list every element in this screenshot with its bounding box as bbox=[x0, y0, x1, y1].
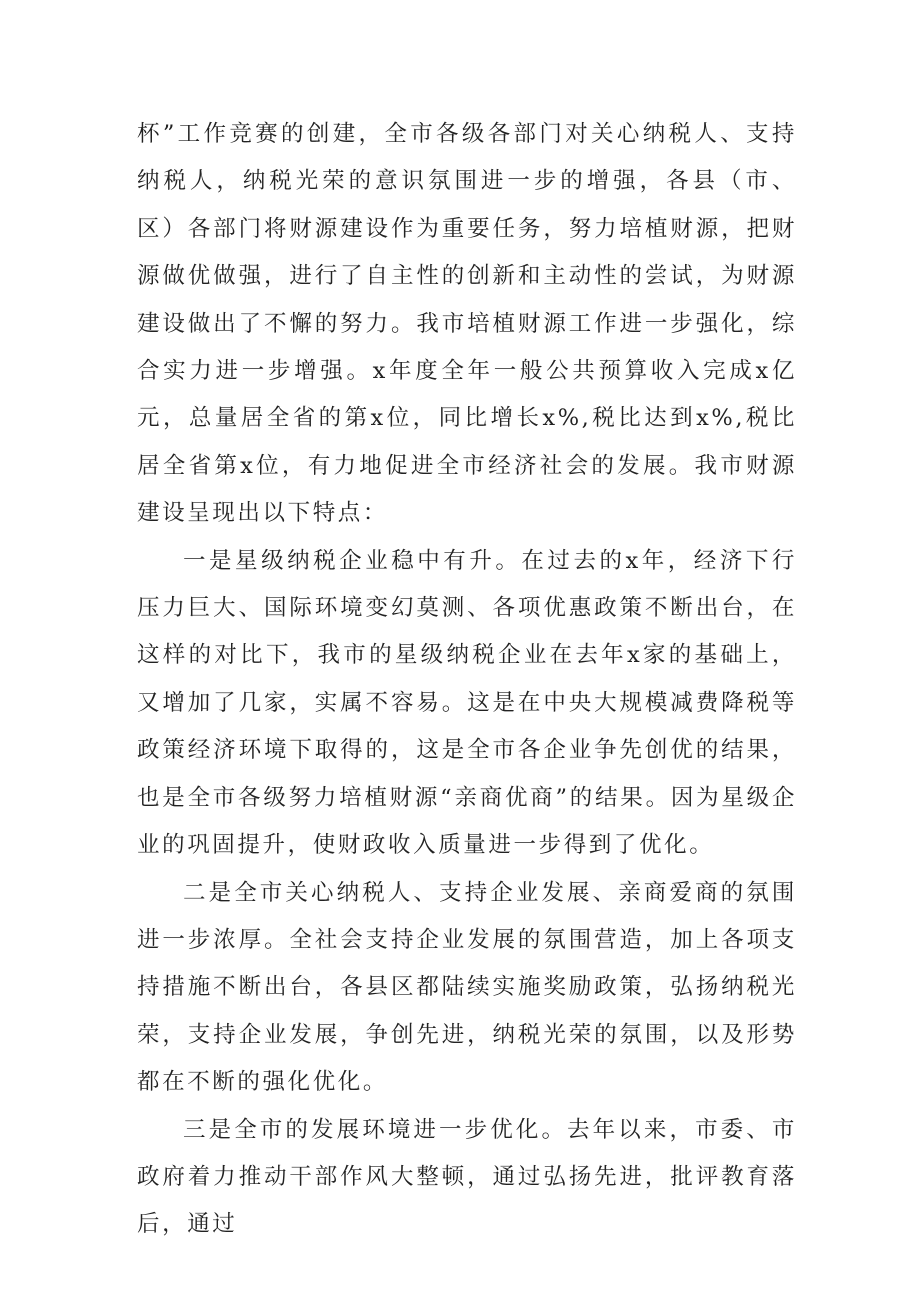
paragraph-2: 一是星级纳税企业稳中有升。在过去的x年，经济下行压力巨大、国际环境变幻莫测、各项优惠政策不断出台，在这样的对比下，我市的星级纳税企业在去年x家的基础上，又增加了几家，实属不容易。这是在中央大规模减费降税等政策经济环境下取得的，这是全市各企业争先创优的结果，也是全市各级努力培植财源“亲商优商”的结果。因为星级企业的巩固提升，使财政收入质量进一步得到了优化。 bbox=[137, 547, 797, 859]
paragraph-3: 二是全市关心纳税人、支持企业发展、亲商爱商的氛围进一步浓厚。全社会支持企业发展的氛围营造，加上各项支持措施不断出台，各县区都陆续实施奖励政策，弘扬纳税光荣，支持企业发展，争创先进，纳税光荣的氛围，以及形势都在不断的强化优化。 bbox=[137, 879, 797, 1096]
paragraph-1: 杯”工作竞赛的创建，全市各级各部门对关心纳税人、支持纳税人，纳税光荣的意识氛围进一步的增强，各县（市、区）各部门将财源建设作为重要任务，努力培植财源，把财源做优做强，进行了自主性的创新和主动性的尝试，为财源建设做出了不懈的努力。我市培植财源工作进一步强化，综合实力进一步增强。x年度全年一般公共预算收入完成x亿元，总量居全省的第x位，同比增长x%,税比达到x%,税比居全省第x位，有力地促进全市经济社会的发展。我市财源建设呈现出以下特点： bbox=[137, 121, 797, 527]
document-body bbox=[137, 111, 797, 1249]
paragraph-4: 三是全市的发展环境进一步优化。去年以来，市委、市政府着力推动干部作风大整顿，通过弘扬先进，批评教育落后，通过 bbox=[137, 1116, 797, 1238]
